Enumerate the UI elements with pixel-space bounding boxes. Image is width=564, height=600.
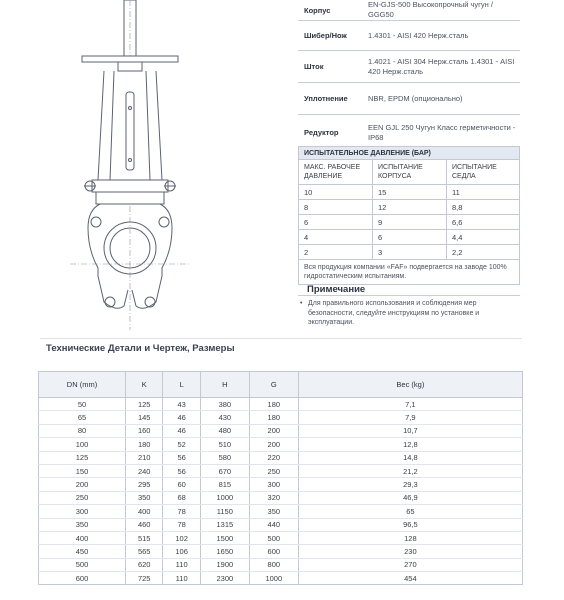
- pressure-header: МАКС. РАБОЧЕЕ ДАВЛЕНИЕ: [299, 160, 373, 185]
- pressure-table-title: ИСПЫТАТЕЛЬНОЕ ДАВЛЕНИЕ (БАР): [298, 146, 520, 160]
- spec-label: Шток: [298, 51, 362, 83]
- table-row: [39, 398, 523, 411]
- pressure-note: Вся продукция компании «FAF» подвергается на заводе 100% гидростатическим испытаниям.: [298, 260, 520, 285]
- valve-drawing: [58, 0, 280, 330]
- cell: 110: [163, 572, 200, 585]
- table-row: [39, 438, 523, 451]
- table-row: [39, 491, 523, 504]
- divider: [40, 338, 522, 339]
- cell: 68: [163, 491, 200, 504]
- cell: 60: [163, 478, 200, 491]
- cell: 300: [39, 505, 126, 518]
- spec-label: Корпус: [298, 0, 362, 21]
- table-row: [299, 200, 520, 215]
- cell: 620: [126, 558, 163, 571]
- remark-text-block: [300, 299, 515, 328]
- table-row: [39, 424, 523, 437]
- cell: 220: [249, 451, 298, 464]
- table-row: [39, 545, 523, 558]
- test-pressure-table: [298, 146, 520, 285]
- cell: 515: [126, 531, 163, 544]
- cell: 52: [163, 438, 200, 451]
- cell: 1650: [200, 545, 249, 558]
- dims-header: Вес (kg): [298, 372, 522, 398]
- cell: 180: [126, 438, 163, 451]
- cell: 180: [249, 411, 298, 424]
- cell: 1150: [200, 505, 249, 518]
- cell: 96,5: [298, 518, 522, 531]
- cell: 250: [249, 464, 298, 477]
- table-row: [39, 505, 523, 518]
- cell: 240: [126, 464, 163, 477]
- cell: 46,9: [298, 491, 522, 504]
- table-row: [39, 558, 523, 571]
- cell: 128: [298, 531, 522, 544]
- cell: 295: [126, 478, 163, 491]
- cell: 50: [39, 398, 126, 411]
- cell: 350: [126, 491, 163, 504]
- cell: 2,2: [447, 245, 520, 260]
- spec-value: 1.4301 - AISI 420 Нерж.сталь: [362, 21, 520, 51]
- cell: 78: [163, 518, 200, 531]
- spec-value: EEN GJL 250 Чугун Класс герметичности - IP68: [362, 115, 520, 151]
- table-row: [39, 464, 523, 477]
- cell: 670: [200, 464, 249, 477]
- table-row: [299, 215, 520, 230]
- table-row: [299, 185, 520, 200]
- cell: 7,1: [298, 398, 522, 411]
- cell: 3: [373, 245, 447, 260]
- cell: 200: [249, 424, 298, 437]
- spec-label: Редуктор: [298, 115, 362, 151]
- cell: 4,4: [447, 230, 520, 245]
- cell: 145: [126, 411, 163, 424]
- cell: 460: [126, 518, 163, 531]
- cell: 15: [373, 185, 447, 200]
- cell: 580: [200, 451, 249, 464]
- spec-label: Уплотнение: [298, 83, 362, 115]
- dims-header: H: [200, 372, 249, 398]
- cell: 12: [373, 200, 447, 215]
- dimensions-table: [38, 371, 523, 585]
- remark-text: Для правильного использования и соблюдения мер безопасности, следуйте инструкциям по установке и эксплуатации.: [308, 300, 480, 326]
- cell: 210: [126, 451, 163, 464]
- cell: 815: [200, 478, 249, 491]
- cell: 9: [373, 215, 447, 230]
- cell: 2300: [200, 572, 249, 585]
- bullet-icon: •: [300, 300, 303, 307]
- materials-table: [298, 0, 520, 151]
- cell: 400: [126, 505, 163, 518]
- cell: 80: [39, 424, 126, 437]
- cell: 1500: [200, 531, 249, 544]
- table-row: [39, 451, 523, 464]
- dims-header: G: [249, 372, 298, 398]
- section-title: Технические Детали и Чертеж, Размеры: [46, 343, 235, 354]
- cell: 78: [163, 505, 200, 518]
- cell: 350: [39, 518, 126, 531]
- cell: 180: [249, 398, 298, 411]
- cell: 43: [163, 398, 200, 411]
- cell: 6: [299, 215, 373, 230]
- cell: 125: [126, 398, 163, 411]
- cell: 56: [163, 464, 200, 477]
- cell: 450: [39, 545, 126, 558]
- cell: 10,7: [298, 424, 522, 437]
- cell: 1900: [200, 558, 249, 571]
- cell: 160: [126, 424, 163, 437]
- cell: 8: [299, 200, 373, 215]
- table-row: [39, 572, 523, 585]
- cell: 110: [163, 558, 200, 571]
- pressure-header: ИСПЫТАНИЕ СЕДЛА: [447, 160, 520, 185]
- cell: 230: [298, 545, 522, 558]
- cell: 725: [126, 572, 163, 585]
- gland-flange: [92, 180, 168, 192]
- cell: 454: [298, 572, 522, 585]
- cell: 250: [39, 491, 126, 504]
- cell: 7,9: [298, 411, 522, 424]
- pressure-header: ИСПЫТАНИЕ КОРПУСА: [373, 160, 447, 185]
- cell: 1000: [249, 572, 298, 585]
- cell: 6: [373, 230, 447, 245]
- cell: 8,8: [447, 200, 520, 215]
- table-row: [39, 411, 523, 424]
- table-row: [39, 518, 523, 531]
- cell: 300: [249, 478, 298, 491]
- cell: 106: [163, 545, 200, 558]
- cell: 600: [249, 545, 298, 558]
- cell: 10: [299, 185, 373, 200]
- cell: 430: [200, 411, 249, 424]
- table-row: [39, 531, 523, 544]
- cell: 125: [39, 451, 126, 464]
- cell: 4: [299, 230, 373, 245]
- cell: 565: [126, 545, 163, 558]
- cell: 440: [249, 518, 298, 531]
- table-row: [299, 245, 520, 260]
- divider: [298, 295, 520, 296]
- cell: 150: [39, 464, 126, 477]
- cell: 270: [298, 558, 522, 571]
- cell: 800: [249, 558, 298, 571]
- dims-header: K: [126, 372, 163, 398]
- handwheel-plate: [82, 56, 178, 62]
- cell: 2: [299, 245, 373, 260]
- cell: 14,8: [298, 451, 522, 464]
- cell: 200: [249, 438, 298, 451]
- spec-value: NBR, EPDM (опционально): [362, 83, 520, 115]
- cell: 400: [39, 531, 126, 544]
- cell: 21,2: [298, 464, 522, 477]
- cell: 480: [200, 424, 249, 437]
- cell: 500: [39, 558, 126, 571]
- spec-value: 1.4021 - AISI 304 Нерж.сталь 1.4301 - AISI 420 Нерж.сталь: [362, 51, 520, 83]
- cell: 380: [200, 398, 249, 411]
- dims-header: DN (mm): [39, 372, 126, 398]
- cell: 11: [447, 185, 520, 200]
- spec-label: Шибер/Нож: [298, 21, 362, 51]
- cell: 510: [200, 438, 249, 451]
- cell: 500: [249, 531, 298, 544]
- cell: 56: [163, 451, 200, 464]
- cell: 200: [39, 478, 126, 491]
- cell: 65: [39, 411, 126, 424]
- table-row: [39, 478, 523, 491]
- table-row: [299, 230, 520, 245]
- cell: 12,8: [298, 438, 522, 451]
- remark-title: Примечание: [307, 284, 366, 295]
- cell: 320: [249, 491, 298, 504]
- dims-header: L: [163, 372, 200, 398]
- spec-value: EN-GJS-500 Высокопрочный чугун / GGG50: [362, 0, 520, 21]
- cell: 46: [163, 424, 200, 437]
- cell: 6,6: [447, 215, 520, 230]
- cell: 46: [163, 411, 200, 424]
- cell: 29,3: [298, 478, 522, 491]
- cell: 1315: [200, 518, 249, 531]
- cell: 65: [298, 505, 522, 518]
- cell: 102: [163, 531, 200, 544]
- cell: 350: [249, 505, 298, 518]
- cell: 1000: [200, 491, 249, 504]
- cell: 600: [39, 572, 126, 585]
- cell: 100: [39, 438, 126, 451]
